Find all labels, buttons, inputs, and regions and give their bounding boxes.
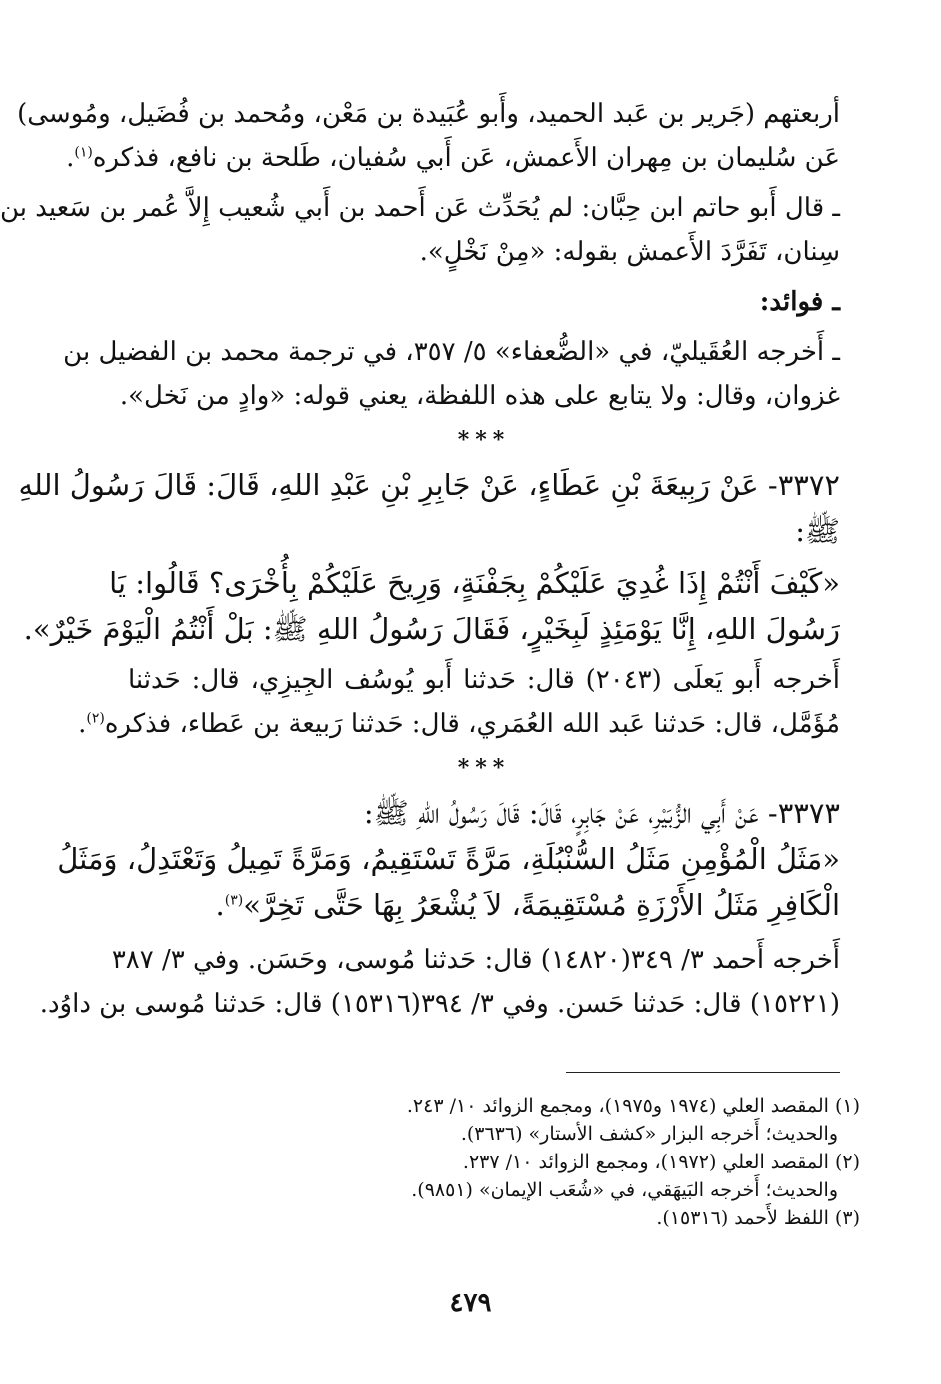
- footnote-ref[interactable]: (٢): [86, 710, 105, 727]
- footnote-line: والحديث؛ أَخرجه البزار «كشف الأستار» (٣٦٣٦).: [460, 1123, 838, 1145]
- footnote-line: (١) المقصد العلي (١٩٧٤ و١٩٧٥)، ومجمع الزوائد ١٠/ ٢٤٣.: [406, 1095, 860, 1117]
- main-text: [0, 92, 840, 1026]
- hadith-line: ﷺ:: [795, 514, 840, 548]
- hadith-line: «كَيْفَ أَنْتُمْ إِذَا غُدِيَ عَلَيْكُمْ بِجَفْنَةٍ، وَرِيحَ عَلَيْكُمْ بِأُخْرَى؟ قَالُوا: يَا: [109, 566, 840, 600]
- footnote-ref[interactable]: (٣): [224, 892, 244, 909]
- text-line: غزوان، وقال: ولا يتابع على هذه اللفظة، يعني قوله: «وادٍ من نَخل».: [119, 381, 840, 411]
- hadith-line: رَسُولَ اللهِ، إِنَّا يَوْمَئِذٍ لَبِخَيْرٍ، فَقَالَ رَسُولُ اللهِ ﷺ: بَلْ أَنْتُمُ الْيَوْمَ خَيْرٌ».: [23, 612, 840, 646]
- footnote-divider: [566, 1072, 840, 1073]
- footnote-line: (٣) اللفظ لأَحمد (١٥٣١٦).: [656, 1207, 860, 1229]
- text-line: أَخرجه أَبو يَعلَى (٢٠٤٣) قال: حَدثنا أَبو يُوسُف الجِيزِي، قال: حَدثنا: [128, 665, 840, 695]
- text-segment: .: [66, 143, 75, 173]
- text-line: ـ أَخرجه العُقَيليّ، في «الضُّعفاء» ٥/ ٣٥٧، في ترجمة محمد بن الفضيل بن: [63, 337, 840, 367]
- text-segment: عَن سُليمان بن مِهران الأَعمش، عَن أَبي سُفيان، طَلحة بن نافع، فذكره: [92, 143, 840, 173]
- text-line: أَخرجه أَحمد ٣/ ٣٤٩(١٤٨٢٠) قال: حَدثنا مُوسى، وحَسَن. وفي ٣/ ٣٨٧: [111, 945, 840, 975]
- section-heading: ـ فوائد:: [759, 287, 840, 317]
- text-line: سِنان، تَفَرَّدَ الأَعمش بقوله: «مِنْ نَخْلٍ».: [419, 237, 840, 267]
- text-line: [66, 136, 840, 180]
- text-segment: الْكَافِرِ مَثَلُ الأَرْزَةِ مُسْتَقِيمَةً، لاَ يُشْعَرُ بِهَا حَتَّى تَخِرَّ»: [243, 888, 840, 922]
- section-separator: ***: [457, 755, 511, 781]
- footnote-line: (٢) المقصد العلي (١٩٧٢)، ومجمع الزوائد ١٠/ ٢٣٧.: [462, 1151, 860, 1173]
- text-segment: مُؤَمَّل، قال: حَدثنا عَبد الله العُمَري، قال: حَدثنا رَبيعة بن عَطاء، فذكره: [104, 709, 840, 739]
- section-separator: ***: [457, 427, 511, 453]
- text-segment: .: [78, 709, 87, 739]
- footnotes: [300, 1092, 860, 1232]
- page-number: ٤٧٩: [449, 1288, 492, 1318]
- hadith-line: ٣٣٧٣- عَنْ أَبِي الزُّبَيْرِ، عَنْ جَابِرٍ، قَالَ: قَالَ رَسُولُ اللهِ ﷺ:: [363, 796, 840, 830]
- text-line: ـ قال أَبو حاتم ابن حِبَّان: لم يُحَدِّث عَن أَحمد بن أَبي شُعيب إِلاَّ عُمر بن سَعيد بن: [0, 193, 840, 223]
- hadith-line: ٣٣٧٢- عَنْ رَبِيعَةَ بْنِ عَطَاءٍ، عَنْ جَابِرِ بْنِ عَبْدِ اللهِ، قَالَ: قَالَ رَسُولُ اللهِ: [18, 468, 840, 502]
- text-segment: .: [215, 888, 225, 922]
- hadith-line: [128, 882, 840, 928]
- text-line: أربعتهم (جَرير بن عَبد الحميد، وأَبو عُبَيدة بن مَعْن، ومُحمد بن فُضَيل، ومُوسى): [17, 99, 840, 129]
- footnote-ref[interactable]: (١): [74, 144, 93, 161]
- text-line: [78, 702, 840, 746]
- text-line: (١٥٢٢١) قال: حَدثنا حَسن. وفي ٣/ ٣٩٤(١٥٣١٦) قال: حَدثنا مُوسى بن داوُد.: [39, 989, 840, 1019]
- footnote-line: والحديث؛ أَخرجه البَيهَقي، في «شُعَب الإيمان» (٩٨٥١).: [411, 1179, 838, 1201]
- hadith-line: «مَثَلُ الْمُؤْمِنِ مَثَلُ السُّنْبُلَةِ، مَرَّةً تَسْتَقِيمُ، وَمَرَّةً تَمِيلُ وَتَعْتَدِلُ، وَمَثَلُ: [57, 842, 840, 876]
